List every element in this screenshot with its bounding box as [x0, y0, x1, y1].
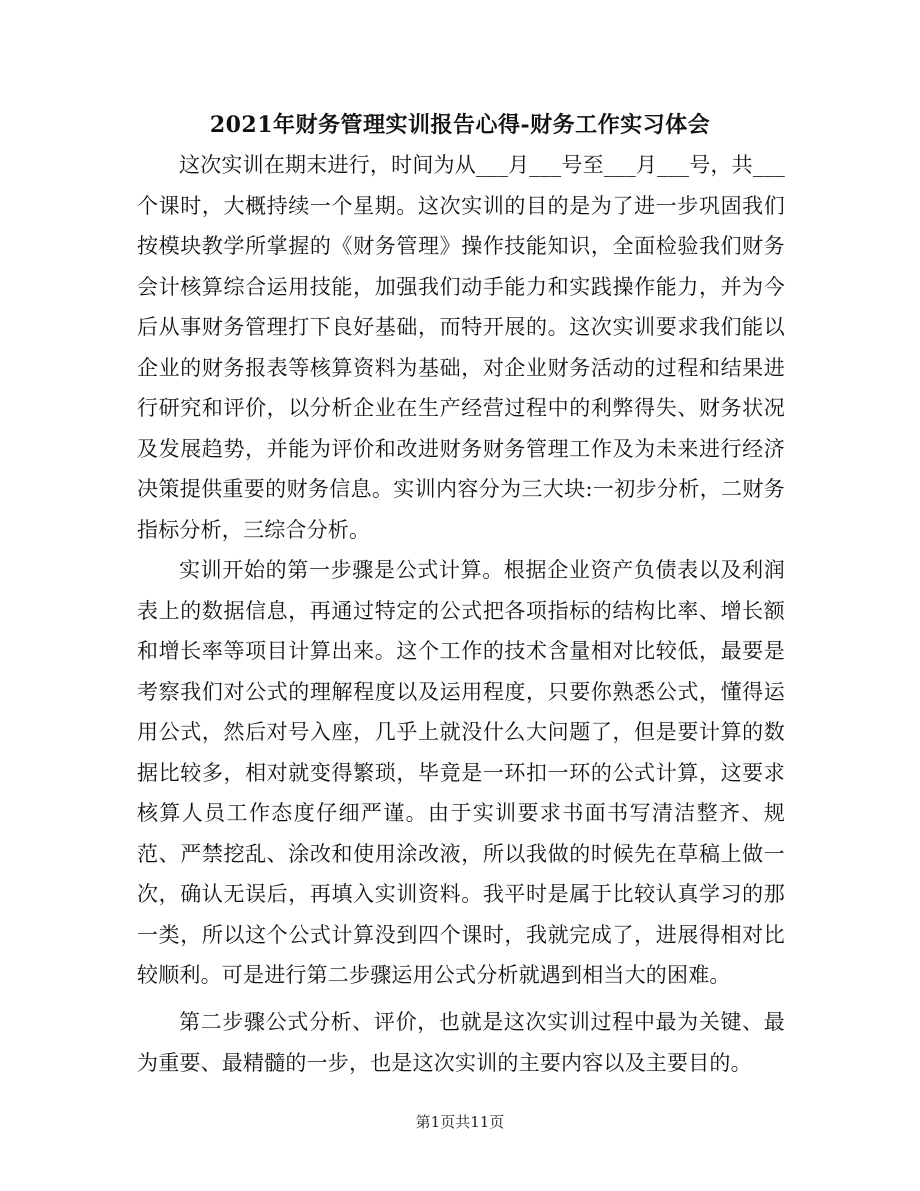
body-paragraph-3: 第二步骤公式分析、评价，也就是这次实训过程中最为关键、最为重要、最精髓的一步，也是这次实训的主要内容以及主要目的。: [137, 1010, 785, 1075]
body-paragraph-1: 这次实训在期末进行，时间为从___月___号至___月___号，共___个课时，大概持续一个星期。这次实训的目的是为了进一步巩固我们按模块教学所掌握的《财务管理》操作技能知识，全面检验我们财务会计核算综合运用技能，加强我们动手能力和实践操作能力，并为今后从事财务管理打下良好基础，而特开展的。这次实训要求我们能以企业的财务报表等核算资料为基础，对企业财务活动的过程和结果进行研究和评价，以分析企业在生产经营过程中的利弊得失、财务状况及发展趋势，并能为评价和改进财务财务管理工作及为未来进行经济决策提供重要的财务信息。实训内容分为三大块:一初步分析，二财务指标分析，三综合分析。: [137, 153, 785, 542]
body-paragraph-2: 实训开始的第一步骤是公式计算。根据企业资产负债表以及利润表上的数据信息，再通过特定的公式把各项指标的结构比率、增长额和增长率等项目计算出来。这个工作的技术含量相对比较低，最要是考察我们对公式的理解程度以及运用程度，只要你熟悉公式，懂得运用公式，然后对号入座，几乎上就没什么大问题了，但是要计算的数据比较多，相对就变得繁琐，毕竟是一环扣一环的公式计算，这要求核算人员工作态度仔细严谨。由于实训要求书面书写清洁整齐、规范、严禁挖乱、涂改和使用涂改液，所以我做的时候先在草稿上做一次，确认无误后，再填入实训资料。我平时是属于比较认真学习的那一类，所以这个公式计算没到四个课时，我就完成了，进展得相对比较顺利。可是进行第二步骤运用公式分析就遇到相当大的困难。: [137, 558, 785, 987]
page-number-footer: 第1页共11页: [415, 1113, 505, 1131]
document-title: 2021年财务管理实训报告心得-财务工作实习体会: [209, 112, 711, 138]
